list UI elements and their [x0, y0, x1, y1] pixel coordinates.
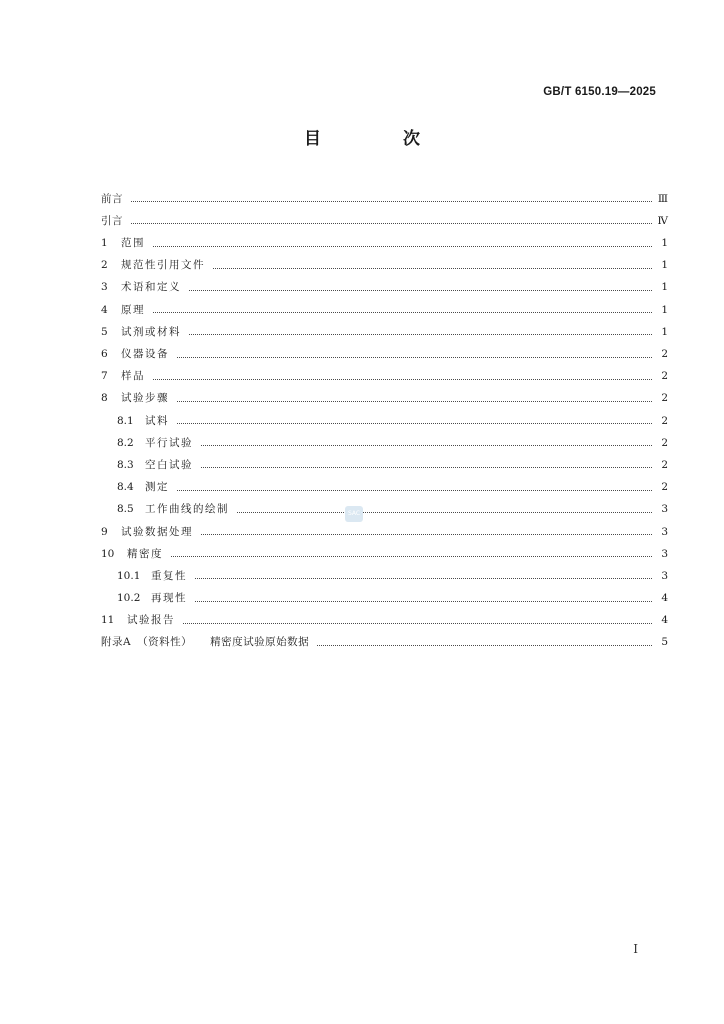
- toc-entry-page: 3: [661, 525, 668, 538]
- toc-entry-page: 1: [661, 259, 668, 272]
- toc-entry-number: 10.2: [117, 592, 141, 605]
- toc-entry[interactable]: [101, 404, 668, 426]
- toc-entry-title: 精密度: [127, 547, 163, 560]
- toc-dot-leader: [177, 490, 652, 491]
- toc-entry-page: 3: [661, 569, 668, 582]
- toc-entry-title: 测定: [145, 481, 169, 494]
- toc-entry-number: 4: [101, 303, 108, 316]
- toc-entry[interactable]: [101, 360, 668, 382]
- sac-watermark-logo: SAC: [345, 506, 363, 522]
- toc-entry-page: Ⅳ: [657, 214, 668, 227]
- toc-entry-title: 样品: [121, 370, 145, 383]
- toc-entry-page: 1: [661, 325, 668, 338]
- toc-entry[interactable]: [101, 204, 668, 226]
- toc-entry-number: 3: [101, 281, 108, 294]
- toc-dot-leader: [201, 467, 652, 468]
- toc-entry-page: 2: [661, 392, 668, 405]
- toc-entry-number: 8.2: [117, 436, 134, 449]
- toc-dot-leader: [189, 290, 652, 291]
- toc-entry-number: 11: [101, 614, 115, 627]
- toc-entry-number: 7: [101, 370, 108, 383]
- toc-entry[interactable]: [101, 293, 668, 315]
- toc-entry-title: 术语和定义: [121, 281, 181, 294]
- toc-entry-number: 9: [101, 525, 108, 538]
- toc-dot-leader: [153, 312, 652, 313]
- toc-entry-title: 重复性: [151, 569, 187, 582]
- toc-dot-leader: [201, 534, 652, 535]
- toc-dot-leader: [201, 445, 652, 446]
- toc-entry[interactable]: [101, 315, 668, 337]
- toc-entry-title: 仪器设备: [121, 348, 169, 360]
- annex-label: 附录A: [101, 636, 132, 649]
- table-of-contents: [101, 182, 668, 648]
- toc-entry[interactable]: [101, 382, 668, 404]
- toc-entry[interactable]: [101, 249, 668, 271]
- toc-entry-page: 2: [661, 370, 668, 383]
- toc-dot-leader: [131, 223, 652, 224]
- toc-entry-number: 10: [101, 547, 115, 560]
- toc-entry-number: 8.1: [117, 414, 134, 427]
- toc-entry-title: 再现性: [151, 592, 187, 605]
- toc-entry[interactable]: [101, 448, 668, 470]
- toc-entry[interactable]: [101, 271, 668, 293]
- page-title: 目 次: [304, 129, 458, 149]
- toc-entry[interactable]: [101, 537, 668, 559]
- toc-entry-page: 2: [661, 458, 668, 471]
- toc-entry-page: 5: [661, 636, 668, 649]
- toc-entry-title: 平行试验: [145, 436, 193, 449]
- toc-dot-leader: [177, 401, 652, 402]
- toc-entry-number: 5: [101, 325, 108, 338]
- toc-dot-leader: [153, 379, 652, 380]
- toc-dot-leader: [317, 645, 652, 646]
- toc-dot-leader: [177, 357, 652, 358]
- toc-entry-page: 2: [661, 348, 668, 360]
- annex-title: 精密度试验原始数据: [210, 636, 310, 649]
- toc-entry-page: 2: [661, 414, 668, 427]
- toc-entry-page: Ⅲ: [657, 192, 668, 205]
- toc-entry[interactable]: [101, 581, 668, 603]
- toc-dot-leader: [237, 512, 652, 513]
- toc-entry[interactable]: [101, 559, 668, 581]
- toc-entry[interactable]: [101, 426, 668, 448]
- toc-entry-number: 8: [101, 392, 108, 405]
- toc-entry-title: 前言: [101, 192, 123, 205]
- annex-type: （资料性）: [137, 636, 193, 649]
- toc-entry-title: 试验报告: [127, 614, 175, 627]
- toc-entry[interactable]: [101, 226, 668, 248]
- toc-dot-leader: [195, 601, 652, 602]
- toc-entry-title: 空白试验: [145, 458, 193, 471]
- toc-dot-leader: [177, 423, 652, 424]
- toc-entry[interactable]: [101, 515, 668, 537]
- toc-entry-number: 8.5: [117, 503, 134, 516]
- toc-dot-leader: [189, 334, 652, 335]
- toc-entry[interactable]: [101, 604, 668, 626]
- toc-entry-annex[interactable]: [101, 626, 668, 648]
- toc-entry-page: 4: [661, 592, 668, 605]
- toc-entry-page: 1: [661, 281, 668, 294]
- toc-dot-leader: [213, 268, 652, 269]
- toc-entry-page: 4: [661, 614, 668, 627]
- toc-entry[interactable]: [101, 470, 668, 492]
- toc-entry-title: 引言: [101, 214, 123, 227]
- toc-entry-title: 范围: [121, 237, 145, 250]
- toc-entry-number: 8.3: [117, 458, 134, 471]
- toc-entry-number: 2: [101, 259, 108, 272]
- toc-entry[interactable]: [101, 337, 668, 359]
- toc-dot-leader: [195, 578, 652, 579]
- toc-entry-page: 1: [661, 303, 668, 316]
- toc-entry-title: 试验数据处理: [121, 525, 193, 538]
- toc-entry-title: 原理: [121, 303, 145, 316]
- toc-entry-number: 8.4: [117, 481, 134, 494]
- toc-dot-leader: [153, 246, 652, 247]
- toc-entry[interactable]: [101, 182, 668, 204]
- toc-entry-number: 1: [101, 237, 108, 250]
- toc-entry-title: 规范性引用文件: [121, 259, 205, 272]
- toc-entry-page: 1: [661, 237, 668, 250]
- standard-code: GB/T 6150.19—2025: [543, 86, 656, 98]
- toc-entry-number: 6: [101, 348, 108, 360]
- toc-entry-title: 试剂或材料: [121, 325, 181, 338]
- toc-entry-page: 3: [661, 547, 668, 560]
- toc-entry-title: 工作曲线的绘制: [145, 503, 229, 516]
- toc-entry-title: 试验步骤: [121, 392, 169, 405]
- toc-entry-title: 试料: [145, 414, 169, 427]
- toc-entry-page: 2: [661, 481, 668, 494]
- toc-entry-page: 3: [661, 503, 668, 516]
- toc-dot-leader: [183, 623, 652, 624]
- toc-dot-leader: [171, 556, 652, 557]
- toc-entry-page: 2: [661, 436, 668, 449]
- toc-entry-number: 10.1: [117, 569, 141, 582]
- toc-dot-leader: [131, 201, 652, 202]
- page-number: Ⅰ: [633, 942, 638, 956]
- toc-entry[interactable]: [101, 493, 668, 515]
